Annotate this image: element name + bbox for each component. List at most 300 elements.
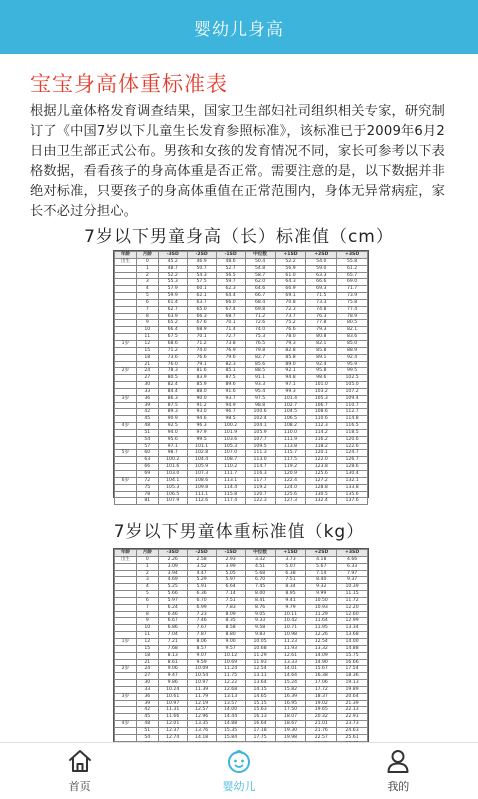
table-cell: 27 xyxy=(136,375,158,382)
table-cell: 76.3 xyxy=(306,313,337,320)
table-cell: 85.8 xyxy=(306,347,337,354)
table-cell: 69.1 xyxy=(275,293,306,300)
table-cell: 107.9 xyxy=(158,498,187,505)
table-cell xyxy=(115,618,137,625)
table-cell: 72.7 xyxy=(216,334,245,341)
table-row xyxy=(115,721,368,728)
table-cell: 116.5 xyxy=(337,423,368,430)
table-cell: 11.15 xyxy=(337,591,368,598)
table-cell: 59.7 xyxy=(216,279,245,286)
table-cell: 115.7 xyxy=(275,450,306,457)
table-cell: 67.5 xyxy=(158,334,187,341)
table-header-cell: -3SD xyxy=(158,550,187,557)
table-cell: 97.1 xyxy=(158,443,187,450)
table-cell: 132.4 xyxy=(306,498,337,505)
table-cell: 8.58 xyxy=(216,625,245,632)
table-cell: 7.68 xyxy=(158,645,187,652)
table-cell: 14.44 xyxy=(216,714,245,721)
table-row xyxy=(115,577,368,584)
table-cell xyxy=(115,375,137,382)
table-cell: 78.9 xyxy=(337,313,368,320)
table-cell: 3岁 xyxy=(115,693,137,700)
table-cell: 122.0 xyxy=(306,457,337,464)
table-cell: 42 xyxy=(136,409,158,416)
table-cell: 84.4 xyxy=(158,388,187,395)
table-cell: 117.4 xyxy=(216,498,245,505)
table-cell: 7.14 xyxy=(216,591,245,598)
table-header-cell: -2SD xyxy=(187,550,216,557)
table-cell: 76.5 xyxy=(245,340,275,347)
table-cell: 108.7 xyxy=(216,457,245,464)
table-cell: 8.57 xyxy=(187,645,216,652)
table-cell: 10.69 xyxy=(216,659,245,666)
table-cell: 71.7 xyxy=(337,286,368,293)
table-cell: 100.2 xyxy=(158,457,187,464)
table-cell: 54.8 xyxy=(245,265,275,272)
user-icon xyxy=(385,748,411,774)
table-cell: 1 xyxy=(136,563,158,570)
table-cell: 62.7 xyxy=(158,306,187,313)
table-cell: 114.8 xyxy=(337,416,368,423)
table-cell xyxy=(115,714,137,721)
table-cell: 18 xyxy=(136,354,158,361)
table-cell: 102.4 xyxy=(245,416,275,423)
table-row xyxy=(115,618,368,625)
table-cell: 83.6 xyxy=(337,334,368,341)
table-cell: 5岁 xyxy=(115,450,137,457)
table-cell: 125.6 xyxy=(275,491,306,498)
table-cell: 6.67 xyxy=(158,618,187,625)
table-cell: 14.01 xyxy=(275,666,306,673)
table-cell xyxy=(115,443,137,450)
table-row xyxy=(115,707,368,714)
table-cell: 66.4 xyxy=(158,327,187,334)
table-cell: 19.65 xyxy=(306,707,337,714)
table-cell: 63.9 xyxy=(158,313,187,320)
table-cell: 1岁 xyxy=(115,638,137,645)
table-cell: 5.05 xyxy=(216,570,245,577)
table-cell xyxy=(115,591,137,598)
header-title: 婴幼儿身高 xyxy=(194,19,284,40)
table-cell: 17.06 xyxy=(306,680,337,687)
table-cell: 97.5 xyxy=(245,395,275,402)
table-row xyxy=(115,659,368,666)
weight-table-image xyxy=(113,548,369,743)
table-cell: 72.3 xyxy=(275,306,306,313)
table-cell: 18.36 xyxy=(337,673,368,680)
table-cell xyxy=(115,361,137,368)
table-cell: 16.39 xyxy=(275,693,306,700)
table-cell: 14.65 xyxy=(245,693,275,700)
table-cell: 65.0 xyxy=(187,306,216,313)
table-cell xyxy=(115,680,137,687)
table-cell: 13.11 xyxy=(245,673,275,680)
table-cell: 12.20 xyxy=(337,604,368,611)
table-cell xyxy=(115,334,137,341)
table-cell: 2.26 xyxy=(158,556,187,563)
table-row xyxy=(115,693,368,700)
table-cell: 2.93 xyxy=(216,556,245,563)
table-cell: 50.7 xyxy=(187,265,216,272)
table-row xyxy=(115,286,368,293)
table-cell: 11.79 xyxy=(187,693,216,700)
table-cell: 94.6 xyxy=(187,416,216,423)
table-cell: 92.4 xyxy=(337,354,368,361)
table-cell: 63.7 xyxy=(187,299,216,306)
table-cell xyxy=(115,645,137,652)
table-header-cell: +1SD xyxy=(275,550,306,557)
table-cell: 78.3 xyxy=(158,368,187,375)
table-cell: 11.93 xyxy=(245,659,275,666)
table-cell xyxy=(115,498,137,505)
table-cell: 9.47 xyxy=(158,673,187,680)
table-cell: 94.9 xyxy=(216,402,245,409)
table-cell: 12.54 xyxy=(306,638,337,645)
table-cell: 98.5 xyxy=(216,416,245,423)
table-cell: 10.68 xyxy=(245,645,275,652)
table-cell: 101.1 xyxy=(187,443,216,450)
table-row xyxy=(115,498,368,505)
table-row xyxy=(115,340,368,347)
table-row xyxy=(115,680,368,687)
table-cell: 119.2 xyxy=(245,484,275,491)
table-cell: 13.13 xyxy=(216,693,245,700)
table-cell xyxy=(115,286,137,293)
table-cell: 16.38 xyxy=(306,673,337,680)
table-cell: 15.35 xyxy=(216,727,245,734)
table-cell: 12.26 xyxy=(306,632,337,639)
table-cell: 76.6 xyxy=(275,327,306,334)
table-cell: 93.7 xyxy=(216,395,245,402)
table-cell: 69.0 xyxy=(337,279,368,286)
table-row xyxy=(115,597,368,604)
table-cell: 5.68 xyxy=(245,570,275,577)
table-cell: 11.93 xyxy=(275,645,306,652)
tab-baby[interactable] xyxy=(159,743,318,799)
table-cell: 56.9 xyxy=(275,265,306,272)
table-cell: 8.09 xyxy=(216,611,245,618)
table-cell: 7.23 xyxy=(187,611,216,618)
table-cell: 111.1 xyxy=(187,491,216,498)
table-cell: 19.13 xyxy=(337,680,368,687)
table-cell: 128.6 xyxy=(337,464,368,471)
table-cell: 71.2 xyxy=(158,347,187,354)
table-cell: 114.4 xyxy=(216,484,245,491)
table-cell: 70.1 xyxy=(187,334,216,341)
table-cell: 5.91 xyxy=(187,584,216,591)
table-cell: 4.47 xyxy=(187,570,216,577)
table-cell: 9 xyxy=(136,320,158,327)
table-cell: 8.40 xyxy=(306,577,337,584)
table-cell: 54 xyxy=(136,436,158,443)
table-row xyxy=(115,563,368,570)
table-cell: 1 xyxy=(136,265,158,272)
table-cell: 48.7 xyxy=(158,265,187,272)
table-cell: 48.6 xyxy=(216,258,245,265)
table-cell: 123.8 xyxy=(306,464,337,471)
table-cell: 75.3 xyxy=(245,334,275,341)
table-cell xyxy=(115,652,137,659)
table-cell: 87.5 xyxy=(158,402,187,409)
table-row xyxy=(115,368,368,375)
table-cell: 112.7 xyxy=(337,409,368,416)
table-cell: 45 xyxy=(136,416,158,423)
table-cell: 94.8 xyxy=(275,375,306,382)
table-cell: 21 xyxy=(136,361,158,368)
table-cell: 8.06 xyxy=(187,638,216,645)
table-cell: 8.80 xyxy=(216,632,245,639)
table-cell: 20.64 xyxy=(337,693,368,700)
table-cell: 66.6 xyxy=(306,279,337,286)
table-cell: 92.4 xyxy=(306,361,337,368)
table-cell: 6岁 xyxy=(115,477,137,484)
table-cell: 81.6 xyxy=(187,368,216,375)
table-cell: 59.9 xyxy=(158,293,187,300)
table-cell: 73.9 xyxy=(337,293,368,300)
table-cell: 7.83 xyxy=(216,604,245,611)
table-cell: 120.9 xyxy=(275,471,306,478)
table-header-cell: -3SD xyxy=(158,252,187,259)
table-cell: 8.76 xyxy=(245,604,275,611)
tab-home[interactable] xyxy=(0,743,159,799)
table-cell: 111.3 xyxy=(245,450,275,457)
table-cell xyxy=(115,584,137,591)
table-cell: 8 xyxy=(136,611,158,618)
table-cell: 91.6 xyxy=(216,388,245,395)
table-cell: 17.18 xyxy=(245,727,275,734)
table-cell: 107.0 xyxy=(216,450,245,457)
table-cell: 109.4 xyxy=(337,395,368,402)
table-cell: 7.51 xyxy=(275,577,306,584)
table-cell: 14.88 xyxy=(337,645,368,652)
table-header-cell: 月龄 xyxy=(136,252,158,259)
table-cell: 2岁 xyxy=(115,666,137,673)
table-cell: 13.32 xyxy=(306,645,337,652)
table-cell: 82.1 xyxy=(337,327,368,334)
table-cell: 117.5 xyxy=(275,457,306,464)
table-cell: 14.90 xyxy=(306,659,337,666)
table-cell: 104.1 xyxy=(245,423,275,430)
table-cell: 105.0 xyxy=(337,382,368,389)
table-cell: 24 xyxy=(136,368,158,375)
table-cell: 73.6 xyxy=(158,354,187,361)
table-cell: 11.66 xyxy=(158,714,187,721)
table-cell: 42 xyxy=(136,707,158,714)
table-row xyxy=(115,375,368,382)
table-cell: 128.8 xyxy=(306,484,337,491)
table-cell: 7.45 xyxy=(245,584,275,591)
table-cell xyxy=(115,388,137,395)
bottom-tab-bar xyxy=(0,742,478,799)
table-cell: 5.29 xyxy=(187,577,216,584)
table-cell: 3.73 xyxy=(275,556,306,563)
table-cell: 119.2 xyxy=(275,464,306,471)
table-cell: 97.1 xyxy=(275,382,306,389)
table-cell: 77.4 xyxy=(337,306,368,313)
table-cell: 76.9 xyxy=(216,347,245,354)
table-cell: 21.76 xyxy=(306,727,337,734)
table-cell: 9.00 xyxy=(216,638,245,645)
table-cell: 9.59 xyxy=(187,659,216,666)
tab-mine[interactable] xyxy=(319,743,478,799)
table-cell: 12.37 xyxy=(158,727,187,734)
table-cell: 117.7 xyxy=(245,477,275,484)
table-cell: 10.98 xyxy=(275,632,306,639)
table-cell xyxy=(115,272,137,279)
height-standard-table xyxy=(114,251,368,505)
table-cell: 135.6 xyxy=(337,491,368,498)
table-cell: 73.8 xyxy=(216,340,245,347)
table-cell: 105.3 xyxy=(216,443,245,450)
table-header-cell: 月龄 xyxy=(136,550,158,557)
table-cell: 74.0 xyxy=(245,327,275,334)
table-cell: 95.9 xyxy=(337,361,368,368)
table-cell: 82.8 xyxy=(275,347,306,354)
table-cell: 39 xyxy=(136,402,158,409)
table-cell: 107.7 xyxy=(245,436,275,443)
article-intro: 根据儿童体格发育调查结果，国家卫生部妇社司组织相关专家，研究制订了《中国7岁以下儿童生长发育参照标准》，该标准已于2009年6月2日由卫生部正式公布。男孩和女孩的发育情况不同，家长可参考以下表格数据，看看孩子的身高体重是否正常。需要注意的是，以下数据并非绝对标准，只要孩子的身高体重值在正常范围内，身体无异常病症，家长不必过分担心。 xyxy=(30,104,446,219)
table-cell: 109.5 xyxy=(245,443,275,450)
table-row xyxy=(115,327,368,334)
table-cell: 57.5 xyxy=(187,279,216,286)
table-cell: 17.72 xyxy=(306,686,337,693)
table-cell: 112.3 xyxy=(306,423,337,430)
table-cell: 52.2 xyxy=(158,272,187,279)
table-cell: 113.8 xyxy=(275,443,306,450)
table-cell: 107.3 xyxy=(187,471,216,478)
table-cell: 100.6 xyxy=(245,409,275,416)
tab-baby-label: 婴幼儿 xyxy=(222,780,256,793)
table-cell: 104.1 xyxy=(158,477,187,484)
table-cell: 出生 xyxy=(115,258,137,265)
table-cell: 10.93 xyxy=(306,604,337,611)
table-cell: 13.64 xyxy=(245,680,275,687)
table-cell: 68.7 xyxy=(216,313,245,320)
table-cell: 3 xyxy=(136,279,158,286)
table-cell: 14.88 xyxy=(216,721,245,728)
table-cell: 10.71 xyxy=(275,625,306,632)
table-cell: 30 xyxy=(136,680,158,687)
table-cell: 3.32 xyxy=(245,556,275,563)
table-cell: 12.01 xyxy=(158,721,187,728)
table-cell: 7.14 xyxy=(306,570,337,577)
table-cell: 45.2 xyxy=(158,258,187,265)
table-cell: 55.3 xyxy=(158,279,187,286)
table-row xyxy=(115,423,368,430)
table-cell xyxy=(115,673,137,680)
table-row xyxy=(115,265,368,272)
table-cell: 6 xyxy=(136,597,158,604)
table-cell: 80.5 xyxy=(337,320,368,327)
table-cell: 13.33 xyxy=(275,659,306,666)
table-cell: 11.31 xyxy=(158,707,187,714)
article-content[interactable] xyxy=(0,54,478,742)
table-cell xyxy=(115,659,137,666)
table-cell: 3.99 xyxy=(216,563,245,570)
table-cell: 68.6 xyxy=(158,340,187,347)
table-cell: 15.15 xyxy=(245,700,275,707)
table-row xyxy=(115,556,368,563)
table-cell: 39 xyxy=(136,700,158,707)
table-cell: 10.50 xyxy=(306,597,337,604)
table-cell: 6.33 xyxy=(337,563,368,570)
table-row xyxy=(115,395,368,402)
table-cell: 6.36 xyxy=(187,591,216,598)
table-cell xyxy=(115,686,137,693)
table-cell: 102.5 xyxy=(337,375,368,382)
table-cell: 17.50 xyxy=(275,707,306,714)
table-cell xyxy=(115,402,137,409)
table-cell: 109.8 xyxy=(187,484,216,491)
table-row xyxy=(115,320,368,327)
table-row xyxy=(115,591,368,598)
table-cell: 13.34 xyxy=(337,625,368,632)
table-cell: 10.24 xyxy=(158,686,187,693)
table-cell: 61.0 xyxy=(275,272,306,279)
table-cell: 108.6 xyxy=(306,409,337,416)
table-cell: 85.1 xyxy=(216,368,245,375)
table-cell: 36 xyxy=(136,395,158,402)
table-cell: 94.0 xyxy=(158,429,187,436)
table-cell: 17.75 xyxy=(245,734,275,741)
table-cell: 74.8 xyxy=(306,306,337,313)
table-cell: 88.5 xyxy=(245,368,275,375)
table-cell: 5 xyxy=(136,293,158,300)
weight-table-title: 7岁以下男童体重标准值（kg） xyxy=(113,522,365,542)
table-cell: 7.21 xyxy=(158,638,187,645)
table-cell: 8.61 xyxy=(158,659,187,666)
table-cell: 85.9 xyxy=(187,382,216,389)
table-cell: 85.0 xyxy=(337,340,368,347)
table-cell: 14.64 xyxy=(275,673,306,680)
table-cell: 8.35 xyxy=(216,618,245,625)
table-cell: 7 xyxy=(136,306,158,313)
table-cell: 15.63 xyxy=(245,707,275,714)
table-cell: 104.5 xyxy=(275,409,306,416)
table-cell: 111.9 xyxy=(275,436,306,443)
table-header-cell: +3SD xyxy=(337,550,368,557)
table-cell: 112.6 xyxy=(187,498,216,505)
table-cell: 118.2 xyxy=(306,443,337,450)
table-cell: 108.6 xyxy=(187,477,216,484)
table-row xyxy=(115,361,368,368)
table-cell: 87.5 xyxy=(216,375,245,382)
table-cell: 3岁 xyxy=(115,395,137,402)
table-cell: 118.5 xyxy=(337,429,368,436)
table-cell: 12.74 xyxy=(158,734,187,741)
table-cell: 89.1 xyxy=(306,354,337,361)
baby-icon xyxy=(226,748,252,774)
table-cell: 67.6 xyxy=(187,320,216,327)
table-cell xyxy=(115,597,137,604)
table-cell: 18.37 xyxy=(306,693,337,700)
table-cell: 9.33 xyxy=(245,618,275,625)
table-cell: 5.97 xyxy=(216,577,245,584)
table-cell: 12 xyxy=(136,340,158,347)
table-cell: 13.57 xyxy=(216,700,245,707)
table-row xyxy=(115,279,368,286)
table-row xyxy=(115,450,368,457)
table-cell xyxy=(115,734,137,741)
table-cell: 3 xyxy=(136,577,158,584)
table-cell: 0 xyxy=(136,258,158,265)
table-cell xyxy=(115,707,137,714)
table-cell: 75 xyxy=(136,484,158,491)
table-cell: 58.7 xyxy=(245,272,275,279)
table-cell: 8.00 xyxy=(245,591,275,598)
table-cell: 15.67 xyxy=(306,666,337,673)
table-cell: 69 xyxy=(136,471,158,478)
